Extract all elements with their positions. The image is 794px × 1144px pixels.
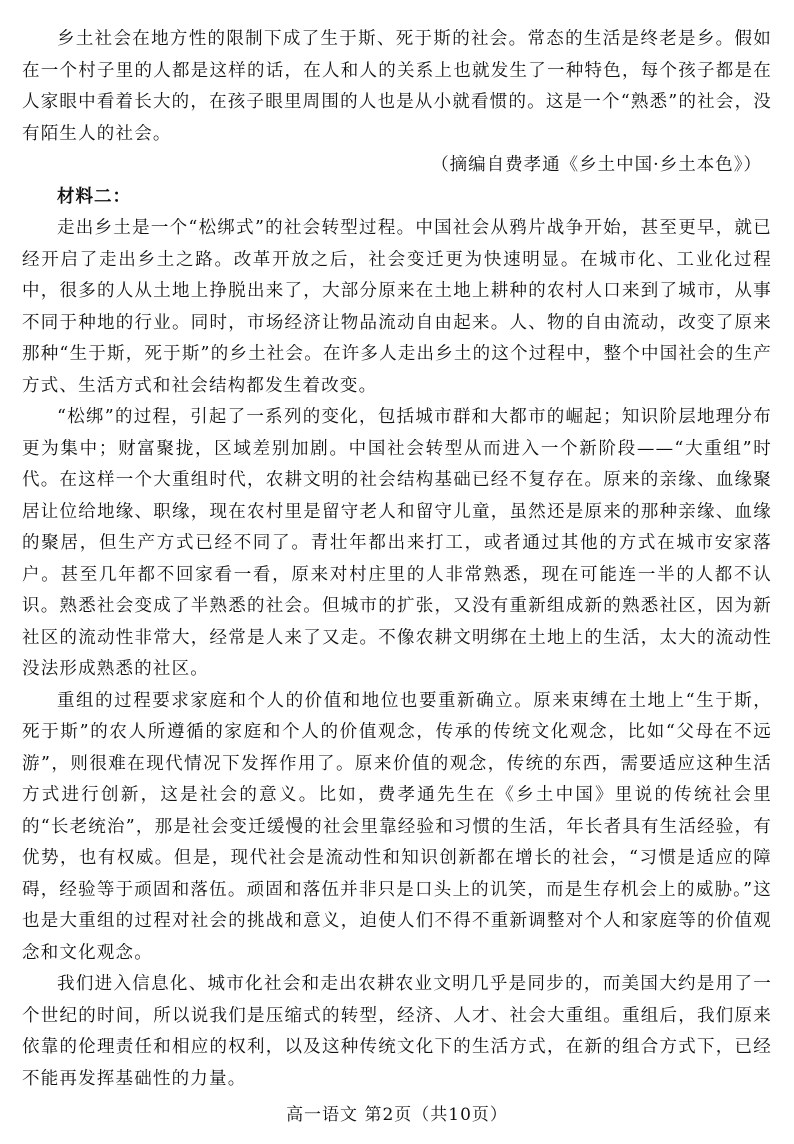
document-body — [22, 24, 772, 1095]
paragraph-material2-3: 重组的过程要求家庭和个人的价值和地位也要重新确立。原来束缚在土地上“生于斯，死于斯”的农人所遵循的家庭和个人的价值观念，传承的传统文化观念，比如“父母在不远游”，则很难在现代情况下发挥作用了。原来价值的观念，传统的东西，需要适应这种生活方式进行创新，这是社会的意义。比如，费孝通先生在《乡土中国》里说的传统社会里的“长老统治”，那是社会变迁缓慢的社会里靠经验和习惯的生活，年长者具有生活经验，有优势，也有权威。但是，现代社会是流动性和知识创新都在增长的社会，“习惯是适应的障碍，经验等于顽固和落伍。顽固和落伍并非只是口头上的讥笑，而是生存机会上的威胁。”这也是大重组的过程对社会的挑战和意义，迫使人们不得不重新调整对个人和家庭等的价值观念和文化观念。 — [22, 690, 772, 963]
paragraph-material2-4: 我们进入信息化、城市化社会和走出农耕农业文明几乎是同步的，而美国大约是用了一个世纪的时间，所以说我们是压缩式的转型，经济、人才、社会大重组。重组后，我们原来依靠的伦理责任和相应的权利，以及这种传统文化下的生活方式，在新的组合方式下，已经不能再发挥基础性的力量。 — [22, 974, 772, 1089]
paragraph-material1-excerpt: 乡土社会在地方性的限制下成了生于斯、死于斯的社会。常态的生活是终老是乡。假如在一个村子里的人都是这样的话，在人和人的关系上也就发生了一种特色，每个孩子都是在人家眼中看着长大的，在孩子眼里周围的人也是从小就看惯的。这是一个“熟悉”的社会，没有陌生人的社会。 — [22, 29, 772, 144]
paragraph-material2-1: 走出乡土是一个“松绑式”的社会转型过程。中国社会从鸦片战争开始，甚至更早，就已经开启了走出乡土之路。改革开放之后，社会变迁更为快速明显。在城市化、工业化过程中，很多的人从土地上挣脱出来了，大部分原来在土地上耕种的农村人口来到了城市，从事不同于种地的行业。同时，市场经济让物品流动自由起来。人、物的自由流动，改变了原来那种“生于斯，死于斯”的乡土社会。在许多人走出乡土的这个过程中，整个中国社会的生产方式、生活方式和社会结构都发生着改变。 — [22, 218, 772, 396]
source-citation: （摘编自费孝通《乡土中国·乡土本色》） — [431, 155, 762, 175]
paragraph-material2-2: “松绑”的过程，引起了一系列的变化，包括城市群和大都市的崛起；知识阶层地理分布更为集中；财富聚拢，区域差别加剧。中国社会转型从而进入一个新阶段——“大重组”时代。在这样一个大重组时代，农耕文明的社会结构基础已经不复存在。原来的亲缘、血缘聚居让位给地缘、职缘，现在农村里是留守老人和留守儿童，虽然还是原来的那种亲缘、血缘的聚居，但生产方式已经不同了。青壮年都出来打工，或者通过其他的方式在城市安家落户。甚至几年都不回家看一看，原来对村庄里的人非常熟悉，现在可能连一半的人都不认识。熟悉社会变成了半熟悉的社会。但城市的扩张，又没有重新组成新的熟悉社区，因为新社区的流动性非常大，经常是人来了又走。不像农耕文明绑在土地上的生活，太大的流动性没法形成熟悉的社区。 — [22, 407, 772, 679]
page-footer: 高一语文 第2页（共10页） — [286, 1105, 508, 1125]
section-heading-material2: 材料二： — [57, 186, 131, 207]
